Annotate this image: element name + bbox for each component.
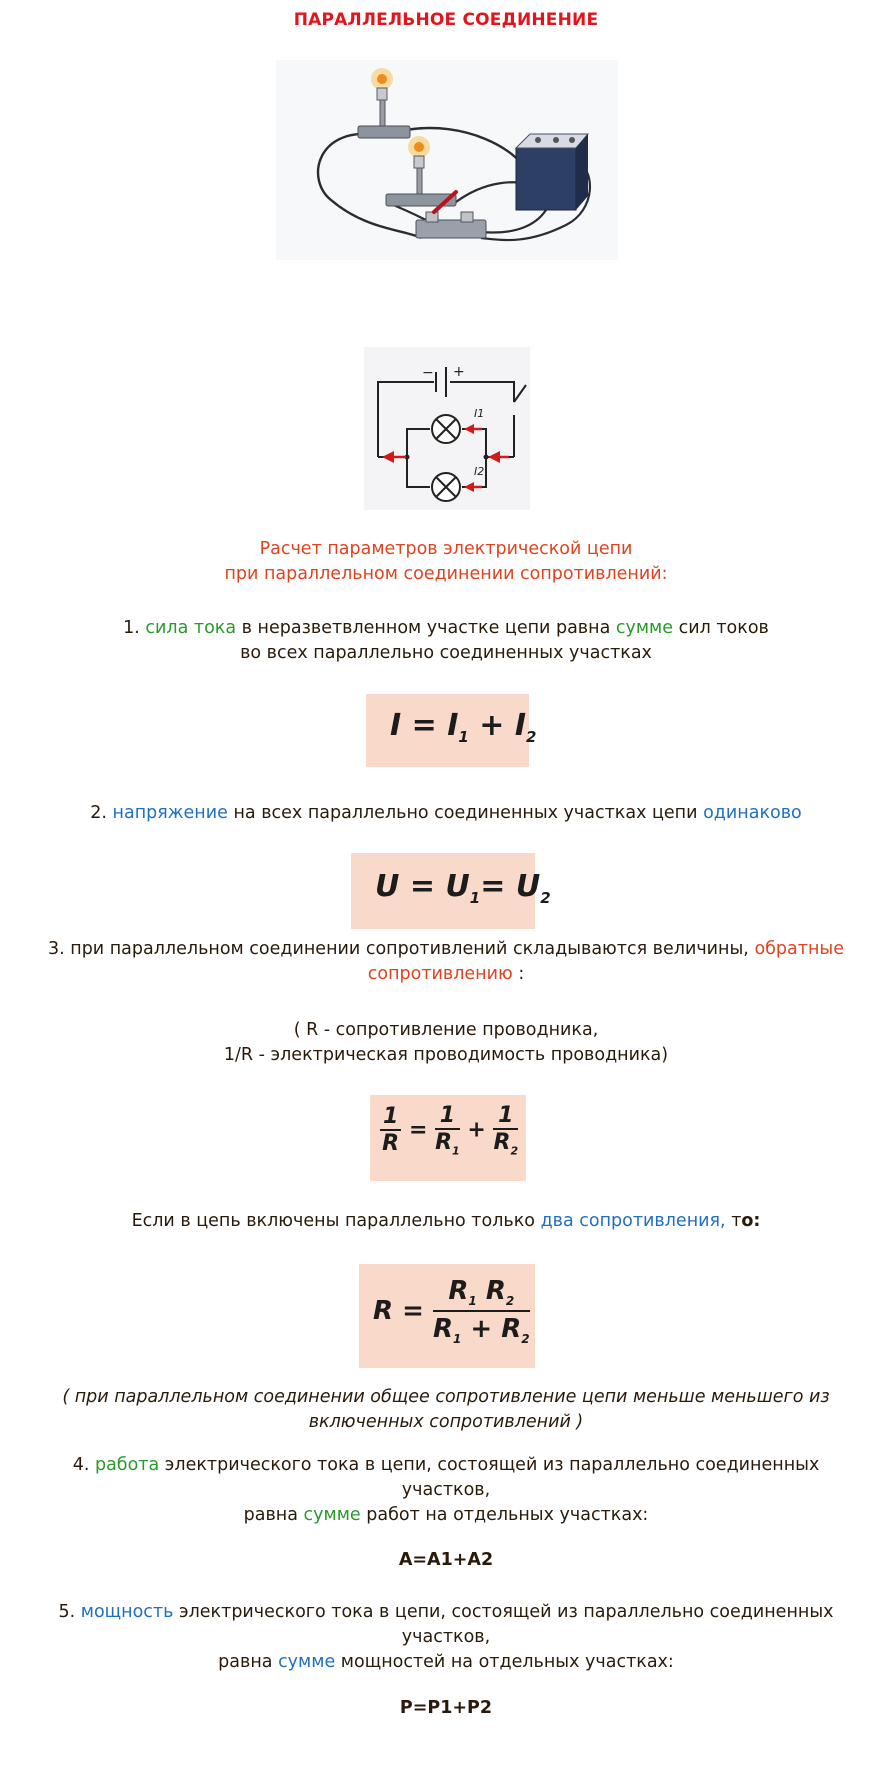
f2-a: U (445, 869, 470, 904)
note-conductance (0, 1018, 892, 1068)
heading-line1: Расчет параметров электрической цепи (259, 539, 633, 559)
circuit-schematic-drawing (364, 347, 530, 510)
circuit-photo-drawing (276, 60, 618, 260)
lamp2-symbol (432, 473, 460, 501)
rule5-line3a: равна (218, 1652, 273, 1672)
f1-b-sub: 2 (526, 728, 537, 746)
note4-line2: включенных сопротивлений ) (308, 1412, 584, 1432)
rule-2 (0, 801, 892, 826)
rule4-line3b: работ на отдельных участках: (366, 1505, 649, 1525)
formula-voltage-equal (351, 853, 551, 929)
note3-line2: 1/R - электрическая проводимость проводника) (223, 1045, 669, 1065)
f3-r2-sub: 2 (510, 1144, 519, 1158)
rule5-mid: электрического тока в цепи, состоящей из параллельно соединенных (179, 1602, 834, 1622)
rule1-number: 1. (123, 618, 140, 638)
rule4-term-sum: сумме (303, 1505, 361, 1525)
f4-n2: R (485, 1276, 506, 1306)
f3-r2: R (493, 1130, 511, 1155)
f2-b-sub: 2 (540, 889, 551, 907)
rule1-line2: во всех параллельно соединенных участках (240, 643, 652, 663)
note3-line1: ( R - сопротивление проводника, (293, 1020, 599, 1040)
f2-eq2: = (480, 869, 506, 904)
rule-5 (0, 1600, 892, 1675)
f2-eq: = (409, 869, 435, 904)
section-heading (0, 537, 892, 587)
rule4-line3a: равна (243, 1505, 298, 1525)
f1-eq: = (411, 708, 437, 743)
f3-one-a: 1 (380, 1104, 401, 1131)
f4-lhs: R (373, 1296, 394, 1327)
rule4-term-work: работа (94, 1455, 160, 1475)
rule4-number: 4. (72, 1455, 90, 1475)
rule1-end: сил токов (678, 618, 769, 638)
rule-4 (0, 1453, 892, 1528)
rule5-term-power: мощность (80, 1602, 174, 1622)
f3-plus: + (467, 1117, 486, 1143)
rule2-mid: на всех параллельно соединенных участках цепи (233, 803, 698, 823)
f1-plus: + (479, 708, 505, 743)
f4-n1: R (448, 1276, 469, 1306)
f3-r: R (382, 1131, 400, 1157)
f1-lhs: I (390, 708, 402, 743)
f2-a-sub: 1 (469, 889, 481, 907)
note4-line1: ( при параллельном соединении общее сопротивление цепи меньше меньшего из (62, 1387, 830, 1407)
rule5-line3b: мощностей на отдельных участках: (340, 1652, 674, 1672)
formula-current-sum (366, 694, 537, 767)
lamp1-symbol (432, 415, 460, 443)
f1-b: I (514, 708, 527, 743)
rule2-term-equal: одинаково (703, 803, 802, 823)
rule1-term-current: сила тока (145, 618, 237, 638)
note-total-resistance (0, 1385, 892, 1435)
formula-reciprocal-sum (370, 1095, 526, 1181)
f4-d1: R (432, 1314, 453, 1345)
rule1-mid: в неразветвленном участке цепи равна (241, 618, 611, 638)
rule5-number: 5. (58, 1602, 76, 1622)
rule3-term-inverse: обратные (754, 939, 844, 959)
rule5-term-sum: сумме (278, 1652, 336, 1672)
f1-a-sub: 1 (458, 728, 469, 746)
two-res-term: два сопротивления, (540, 1211, 726, 1231)
formula-work: A=A1+A2 (398, 1550, 494, 1570)
f3-one-b: 1 (435, 1103, 460, 1130)
battery-minus: − (422, 365, 434, 381)
rule2-number: 2. (90, 803, 107, 823)
f4-plus: + (470, 1314, 493, 1345)
rule3-start: 3. при параллельном соединении сопротивлений складываются величины, (48, 939, 749, 959)
rule-1 (0, 616, 892, 666)
page-title: ПАРАЛЛЕЛЬНОЕ СОЕДИНЕНИЕ (293, 10, 599, 30)
heading-line2: при параллельном соединении сопротивлений: (224, 564, 668, 584)
two-res-start: Если в цепь включены параллельно только (131, 1211, 535, 1231)
rule2-term-voltage: напряжение (112, 803, 228, 823)
two-res-o: о: (741, 1211, 761, 1231)
rule1-term-sum: сумме (615, 618, 674, 638)
f3-r1: R (435, 1130, 453, 1155)
current-label-2: I2 (474, 465, 485, 478)
f2-lhs: U (375, 869, 400, 904)
f3-one-c: 1 (493, 1103, 518, 1130)
rule4-line2: участков, (401, 1480, 491, 1500)
circuit-schematic (364, 347, 530, 510)
formula-two-resistances (359, 1264, 535, 1368)
f4-d2-sub: 2 (521, 1332, 530, 1347)
current-label-1: I1 (474, 407, 485, 420)
f3-r1-sub: 1 (452, 1144, 460, 1158)
formula-power: P=P1+P2 (399, 1698, 493, 1718)
two-resistances-line (0, 1209, 892, 1234)
f1-a: I (447, 708, 459, 743)
f4-eq: = (402, 1296, 424, 1327)
battery-plus: + (453, 364, 465, 380)
rule5-line2: участков, (401, 1627, 491, 1647)
rule3-colon: : (518, 964, 525, 984)
f3-eq: = (408, 1117, 428, 1143)
rule3-term-resistance: сопротивлению (367, 964, 513, 984)
two-res-t: т (731, 1211, 742, 1231)
rule-3 (0, 937, 892, 987)
f4-n1-sub: 1 (468, 1294, 477, 1309)
f4-n2-sub: 2 (505, 1294, 515, 1309)
f4-d2: R (501, 1314, 522, 1345)
circuit-photo (276, 60, 618, 260)
rule4-mid: электрического тока в цепи, состоящей из параллельно соединенных (164, 1455, 820, 1475)
f4-d1-sub: 1 (452, 1332, 462, 1347)
f2-b: U (515, 869, 541, 904)
